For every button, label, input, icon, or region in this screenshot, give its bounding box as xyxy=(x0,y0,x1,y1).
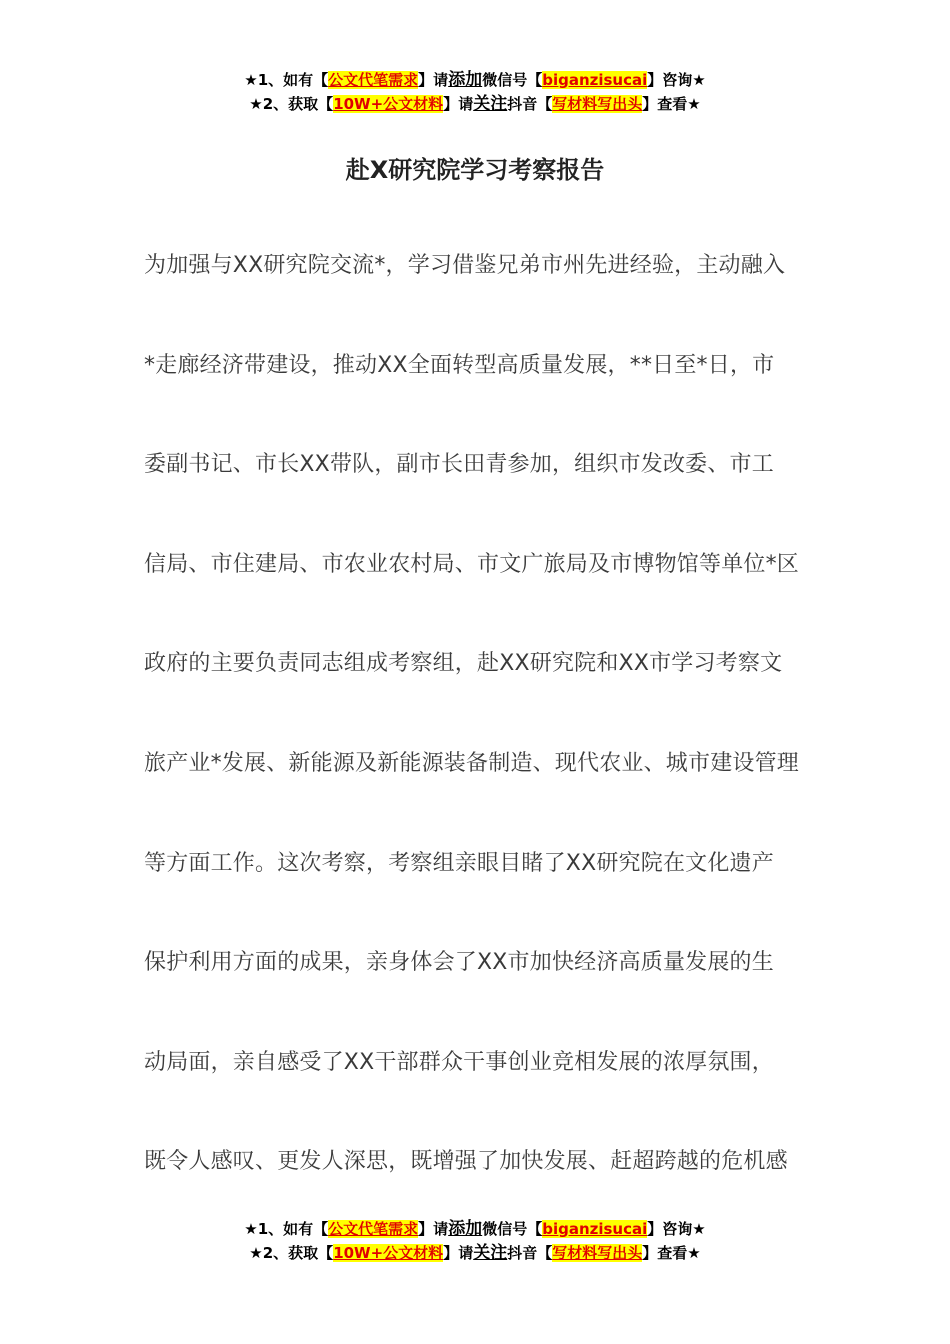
bottom-banner xyxy=(0,1217,950,1265)
body-line: 旅产业*发展、新能源及新能源装备制造、现代农业、城市建设管理 xyxy=(144,750,800,776)
banner-line-1: ★1、如有【公文代笔需求】请添加微信号【biganzisucai】咨询★ xyxy=(244,1219,706,1239)
document-body xyxy=(144,216,814,1212)
douyin-id-highlight: 写材料写出头 xyxy=(552,95,643,113)
banner-line-1: ★1、如有【公文代笔需求】请添加微信号【biganzisucai】咨询★ xyxy=(244,70,706,90)
document-title: 赴X研究院学习考察报告 xyxy=(345,156,605,184)
douyin-id-highlight: 写材料写出头 xyxy=(552,1244,643,1262)
body-line: 委副书记、市长XX带队，副市长田青参加，组织市发改委、市工 xyxy=(144,452,774,478)
banner-line-2: ★2、获取【10W+公文材料】请关注抖音【写材料写出头】查看★ xyxy=(249,1243,701,1263)
body-line: 既令人感叹、更发人深思，既增强了加快发展、赶超跨越的危机感 xyxy=(144,1149,788,1175)
banner-line-2: ★2、获取【10W+公文材料】请关注抖音【写材料写出头】查看★ xyxy=(249,94,701,114)
body-line: 为加强与XX研究院交流*，学习借鉴兄弟市州先进经验，主动融入 xyxy=(144,253,786,278)
body-line: 等方面工作。这次考察，考察组亲眼目睹了XX研究院在文化遗产 xyxy=(144,850,774,876)
body-line: 信局、市住建局、市农业农村局、市文广旅局及市博物馆等单位*区 xyxy=(144,551,800,577)
materials-highlight: 10W+公文材料 xyxy=(333,95,444,113)
service-highlight: 公文代笔需求 xyxy=(328,71,419,89)
service-highlight: 公文代笔需求 xyxy=(328,1220,419,1238)
body-line: *走廊经济带建设，推动XX全面转型高质量发展，**日至*日，市 xyxy=(144,352,775,378)
body-line: 动局面，亲自感受了XX干部群众干事创业竞相发展的浓厚氛围， xyxy=(144,1049,774,1075)
top-banner xyxy=(0,68,950,116)
body-line: 保护利用方面的成果，亲身体会了XX市加快经济高质量发展的生 xyxy=(144,950,774,976)
wechat-id-highlight: biganzisucai xyxy=(542,71,648,89)
body-line: 政府的主要负责同志组成考察组，赴XX研究院和XX市学习考察文 xyxy=(144,651,783,677)
wechat-id-highlight: biganzisucai xyxy=(542,1220,648,1238)
materials-highlight: 10W+公文材料 xyxy=(333,1244,444,1262)
